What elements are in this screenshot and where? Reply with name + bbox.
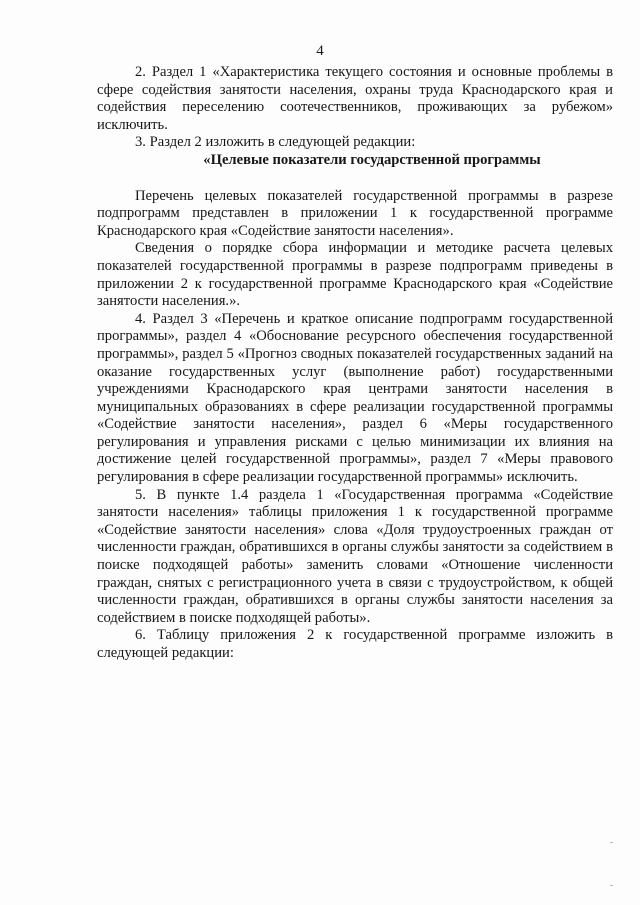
section-heading: «Целевые показатели государственной программы: [203, 151, 541, 168]
page-number: 4: [316, 43, 324, 59]
scan-speck: [610, 842, 613, 843]
scan-speck: [610, 885, 613, 886]
item-5-paragraph: 5. В пункте 1.4 раздела 1 «Государственная программа «Содействие занятости населения» таблицы приложения 1 к государственной программе «Содействие занятости населения» слова «Доля трудоустроенных граждан от численности граждан, обратившихся в органы службы занятости за содействием в поиске подходящей работы» заменить словами «Отношение численности граждан, снятых с регистрационного учета в связи с трудоустройством, к общей численности граждан, обратившихся в органы службы занятости населения за содействием в поиске подходящей работы».: [97, 486, 613, 626]
methods-paragraph: Сведения о порядке сбора информации и методике расчета целевых показателей государственной программы в разрезе подпрограмм приведены в приложении 2 к государственной программе Краснодарского края «Содействие занятости населения.».: [97, 240, 613, 310]
item-2-paragraph: 2. Раздел 1 «Характеристика текущего состояния и основные проблемы в сфере содействия занятости населения, охраны труда Краснодарского края и содействия переселению соотечественников, проживающих за рубежом» исключить.: [97, 64, 613, 133]
document-body: [97, 64, 613, 663]
item-6-paragraph: 6. Таблицу приложения 2 к государственной программе изложить в следующей редакции:: [97, 627, 613, 661]
item-3-paragraph: 3. Раздел 2 изложить в следующей редакции:: [135, 134, 416, 151]
item-4-paragraph: 4. Раздел 3 «Перечень и краткое описание подпрограмм государственной программы», раздел 4 «Обоснование ресурсного обеспечения государственной программы», раздел 5 «Прогноз сводных показателей государственных заданий на оказание государственных услуг (выполнение работ) государственными учреждениями Краснодарского края центрами занятости населения в муниципальных образованиях в сфере реализации государственной программы «Содействие занятости населения», раздел 6 «Меры государственного регулирования и управления рисками с целью минимизации их влияния на достижение целей государственной программы», раздел 7 «Меры правового регулирования в сфере реализации государственной программы» исключить.: [97, 310, 613, 486]
targets-paragraph: Перечень целевых показателей государственной программы в разрезе подпрограмм представлен в приложении 1 к государственной программе Краснодарского края «Содействие занятости населения».: [97, 187, 613, 239]
